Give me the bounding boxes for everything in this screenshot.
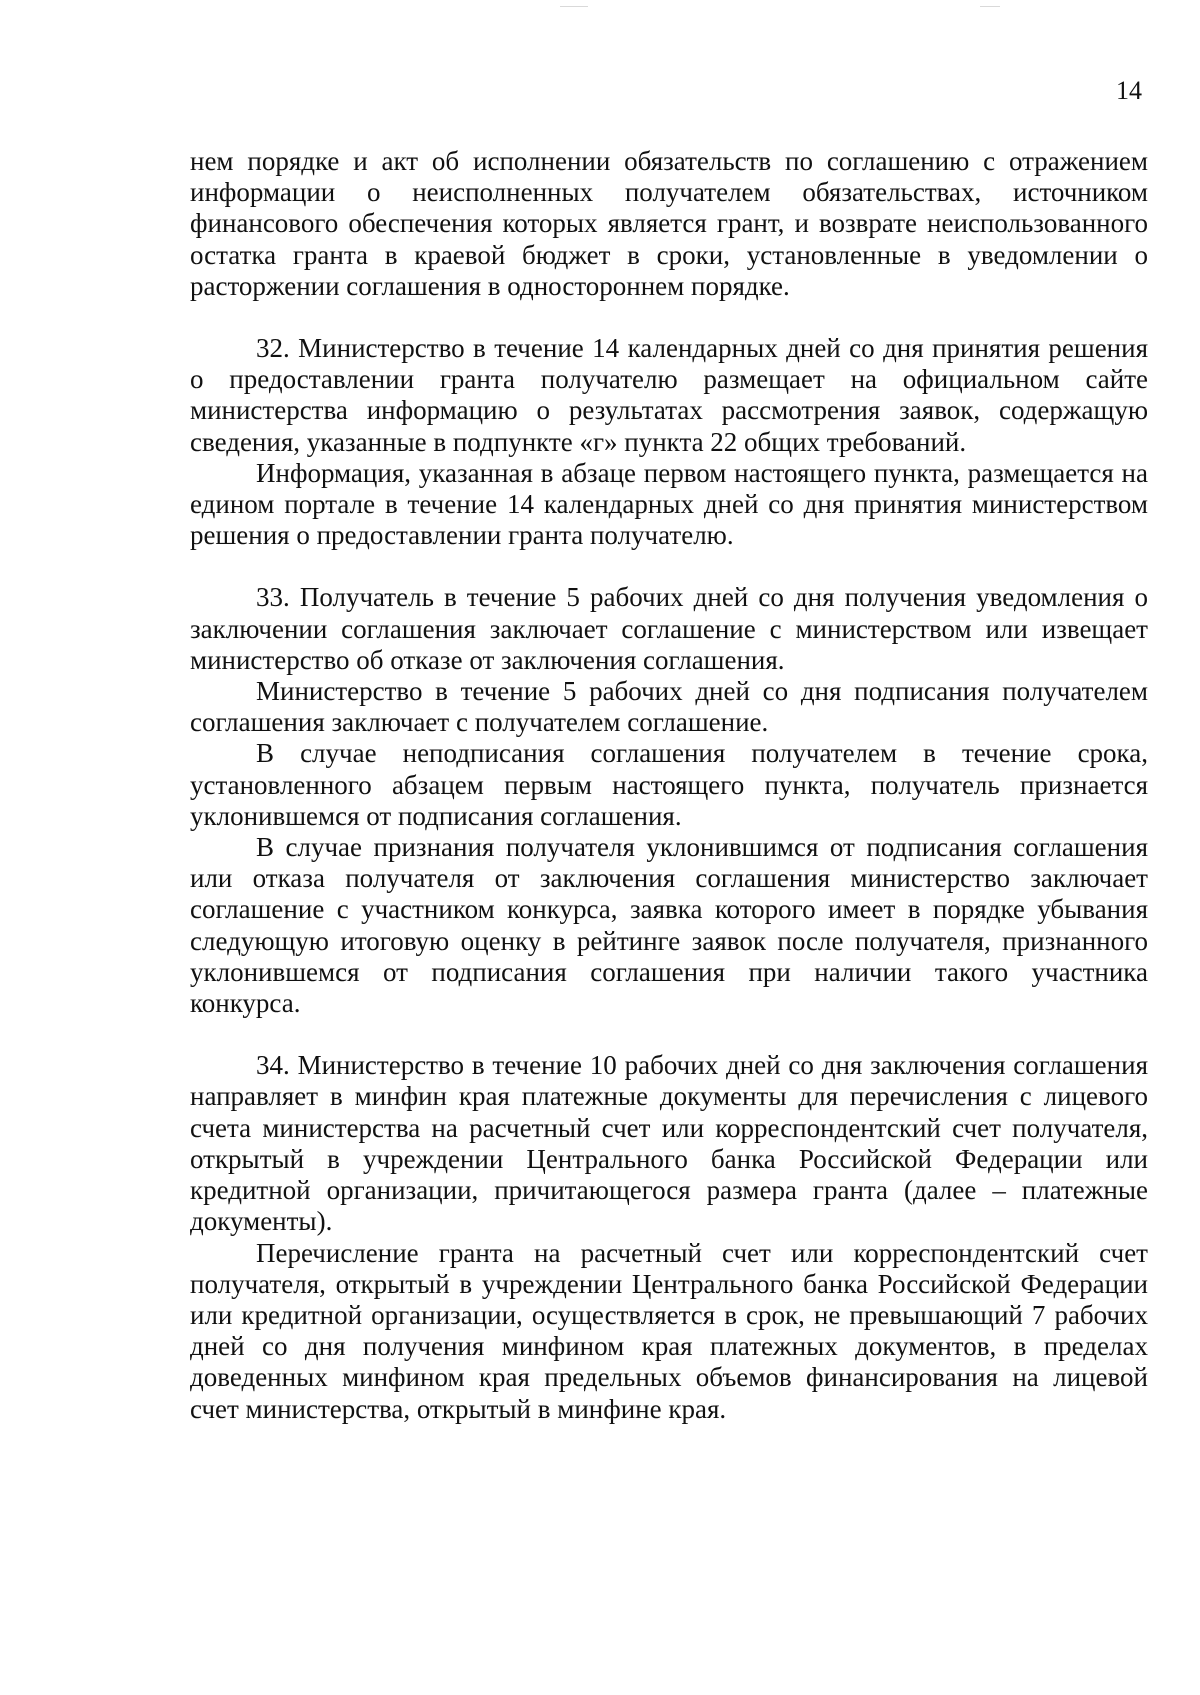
scan-artifact	[560, 6, 588, 7]
paragraph-item-33: 33. Получатель в течение 5 рабочих дней со дня получения уведомления о заключении соглашения заключает соглашение с министерством или извещает министерство об отказе от заключения соглашения.	[190, 582, 1148, 675]
paragraph-item-33-not-signed: В случае неподписания соглашения получателем в течение срока, установленного абзацем первым настоящего пункта, получатель признается уклонившемся от подписания соглашения.	[190, 738, 1148, 831]
document-body	[190, 146, 1148, 1425]
page-number: 14	[1116, 76, 1142, 105]
paragraph-item-34-transfer: Перечисление гранта на расчетный счет или корреспондентский счет получателя, открытый в учреждении Центрального банка Российской Федерации или кредитной организации, осуществляется в срок, не превышающий 7 рабочих дней со дня получения минфином края платежных документов, в пределах доведенных минфином края предельных объемов финансирования на лицевой счет министерства, открытый в минфине края.	[190, 1237, 1148, 1424]
paragraph-continuation: нем порядке и акт об исполнении обязательств по соглашению с отражением информации о неисполненных получателем обязательствах, источником финансового обеспечения которых является грант, и возврате неиспользованного остатка гранта в краевой бюджет в сроки, установленные в уведомлении о расторжении соглашения в одностороннем порядке.	[190, 146, 1148, 301]
paragraph-item-32-info: Информация, указанная в абзаце первом настоящего пункта, размещается на едином портале в течение 14 календарных дней со дня принятия министерством решения о предоставлении гранта получателю.	[190, 457, 1148, 551]
scan-artifact	[980, 6, 1000, 7]
paragraph-item-33-evasion: В случае признания получателя уклонившимся от подписания соглашения или отказа получателя от заключения соглашения министерство заключает соглашение с участником конкурса, заявка которого имеет в порядке убывания следующую итоговую оценку в рейтинге заявок после получателя, признанного уклонившемся от подписания соглашения при наличии такого участника конкурса.	[190, 832, 1148, 1019]
paragraph-item-34: 34. Министерство в течение 10 рабочих дней со дня заключения соглашения направляет в минфин края платежные документы для перечисления с лицевого счета министерства на расчетный счет или корреспондентский счет получателя, открытый в учреждении Центрального банка Российской Федерации или кредитной организации, причитающегося размера гранта (далее – платежные документы).	[190, 1050, 1148, 1237]
paragraph-item-33-ministry: Министерство в течение 5 рабочих дней со дня подписания получателем соглашения заключает с получателем соглашение.	[190, 676, 1148, 738]
paragraph-item-32: 32. Министерство в течение 14 календарных дней со дня принятия решения о предоставлении гранта получателю размещает на официальном сайте министерства информацию о результатах рассмотрения заявок, содержащую сведения, указанные в подпункте «г» пункта 22 общих требований.	[190, 333, 1148, 457]
